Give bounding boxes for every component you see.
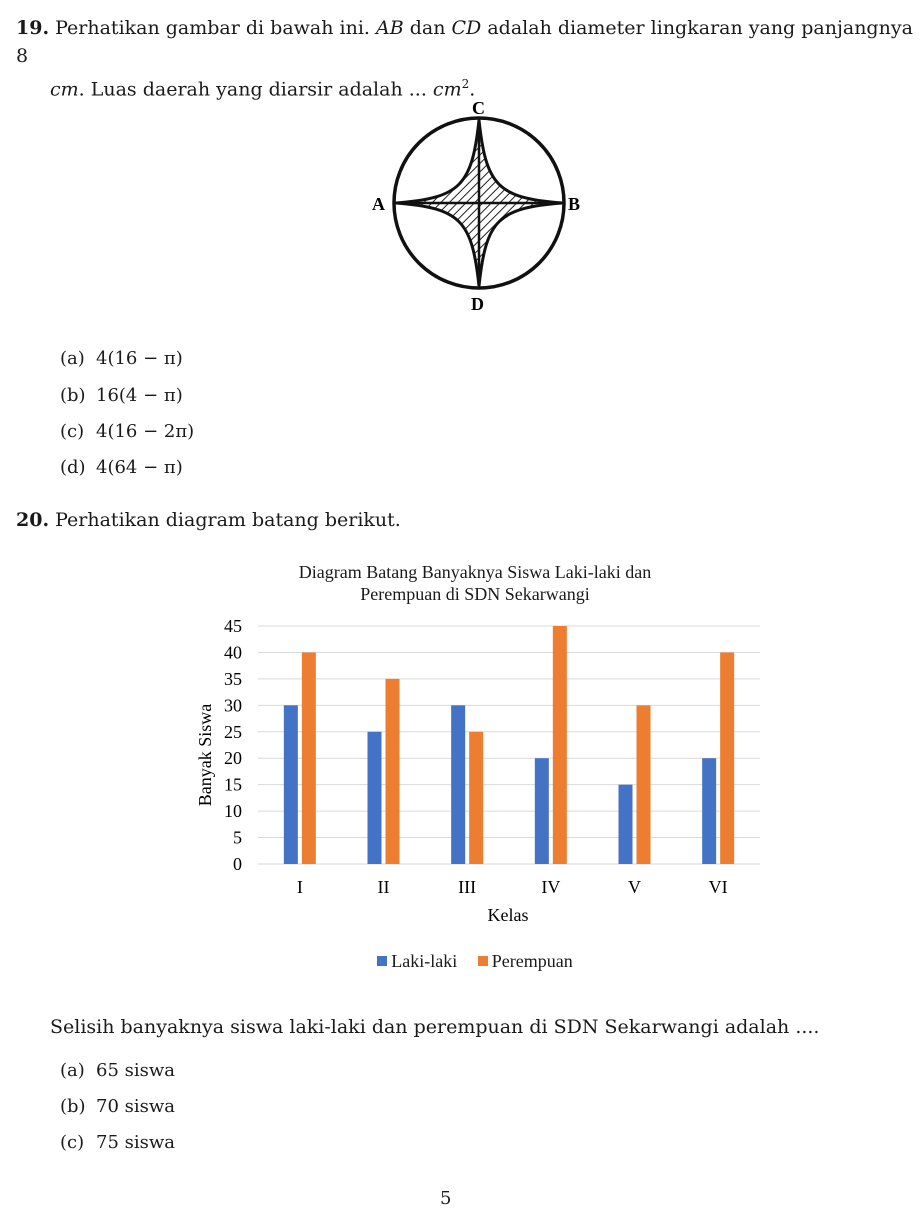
x-tick-label: III — [458, 877, 477, 897]
option-label: (c) — [60, 1132, 85, 1153]
chart-title-line: Diagram Batang Banyaknya Siswa Laki-laki dan — [298, 562, 652, 582]
legend-swatch-icon — [478, 956, 488, 966]
x-tick-labels — [297, 877, 728, 897]
option-value: 65 siswa — [96, 1060, 175, 1081]
q20-intro: Perhatikan diagram batang berikut. — [55, 509, 401, 531]
legend-label: Perempuan — [491, 950, 573, 971]
option-label: (a) — [60, 1060, 85, 1081]
y-tick-label: 35 — [224, 668, 242, 689]
bar-chart — [180, 610, 780, 940]
legend-item-laki — [377, 951, 457, 972]
option-value: 4(16 − π) — [96, 348, 183, 369]
y-tick-label: 20 — [224, 748, 242, 769]
grid-lines — [258, 626, 760, 864]
label-a: A — [372, 194, 385, 214]
x-axis-label: Kelas — [487, 905, 529, 925]
q19-text-part: . Luas daerah yang diarsir adalah ... — [78, 78, 427, 101]
option-label: (c) — [60, 421, 85, 442]
question-20-text — [16, 506, 401, 534]
math-cm: cm — [50, 78, 79, 101]
option-a[interactable] — [60, 1060, 175, 1081]
bar-laki-laki-I — [284, 705, 298, 864]
y-axis-label: Banyak Siswa — [195, 703, 215, 807]
y-tick-label: 45 — [224, 616, 242, 636]
bars — [284, 626, 734, 864]
bar-laki-laki-V — [619, 785, 633, 864]
option-label: (a) — [60, 348, 85, 369]
question-number: 20. — [16, 509, 50, 531]
y-tick-label: 40 — [224, 642, 242, 663]
y-tick-label: 25 — [224, 721, 242, 742]
question-19-text — [16, 14, 916, 103]
option-label: (b) — [60, 385, 86, 406]
y-tick-labels — [224, 616, 242, 874]
option-b[interactable] — [60, 1096, 175, 1117]
bar-perempuan-II — [386, 679, 400, 864]
label-c: C — [472, 98, 485, 118]
question-number: 19. — [16, 17, 50, 39]
circle-figure — [360, 96, 600, 318]
bar-perempuan-I — [302, 652, 316, 864]
x-tick-label: II — [377, 877, 390, 897]
option-value: 70 siswa — [96, 1096, 175, 1117]
y-tick-label: 10 — [224, 801, 242, 822]
option-b[interactable] — [60, 385, 183, 406]
option-c[interactable] — [60, 1132, 175, 1153]
superscript: 2 — [461, 77, 470, 91]
legend-swatch-icon — [377, 956, 387, 966]
math-ab: AB — [376, 17, 404, 39]
option-d[interactable] — [60, 457, 183, 478]
chart-title — [180, 561, 770, 605]
label-d: D — [471, 294, 484, 314]
option-label: (b) — [60, 1096, 86, 1117]
bar-laki-laki-IV — [535, 758, 549, 864]
option-value: 4(64 − π) — [96, 457, 183, 478]
option-c[interactable] — [60, 421, 194, 442]
q19-text-part: dan — [409, 17, 446, 39]
bar-laki-laki-II — [368, 732, 382, 864]
x-tick-label: I — [296, 877, 303, 897]
legend-label: Laki-laki — [391, 950, 458, 971]
math-cd: CD — [451, 17, 482, 39]
legend-item-perempuan — [478, 951, 573, 972]
option-value: 4(16 − 2π) — [96, 421, 195, 442]
chart-legend — [180, 950, 770, 972]
bar-perempuan-VI — [720, 652, 734, 864]
option-value: 75 siswa — [96, 1132, 175, 1153]
page-number: 5 — [440, 1188, 452, 1209]
y-tick-label: 15 — [224, 774, 242, 795]
x-tick-label: IV — [541, 877, 561, 897]
q19-text-part: adalah diameter lingkaran yang panjangnya 8 — [16, 17, 913, 67]
chart-title-line: Perempuan di SDN Sekarwangi — [360, 584, 590, 604]
option-a[interactable] — [60, 348, 183, 369]
bar-laki-laki-VI — [702, 758, 716, 864]
bar-perempuan-III — [469, 732, 483, 864]
bar-perempuan-IV — [553, 626, 567, 864]
option-value: 16(4 − π) — [96, 385, 183, 406]
math-cm2: cm — [432, 78, 462, 101]
y-tick-label: 5 — [233, 827, 242, 848]
bar-laki-laki-III — [451, 705, 465, 864]
q19-text-part: Perhatikan gambar di bawah ini. — [55, 17, 370, 39]
x-tick-label: V — [628, 877, 641, 897]
bar-perempuan-V — [637, 705, 651, 864]
x-tick-label: VI — [708, 877, 728, 897]
q19-text-part: . — [469, 78, 476, 101]
y-tick-label: 0 — [233, 854, 242, 874]
option-label: (d) — [60, 457, 86, 478]
y-tick-label: 30 — [224, 695, 242, 716]
label-b: B — [568, 194, 581, 214]
question-20-prompt: Selisih banyaknya siswa laki-laki dan perempuan di SDN Sekarwangi adalah .... — [50, 1016, 820, 1038]
